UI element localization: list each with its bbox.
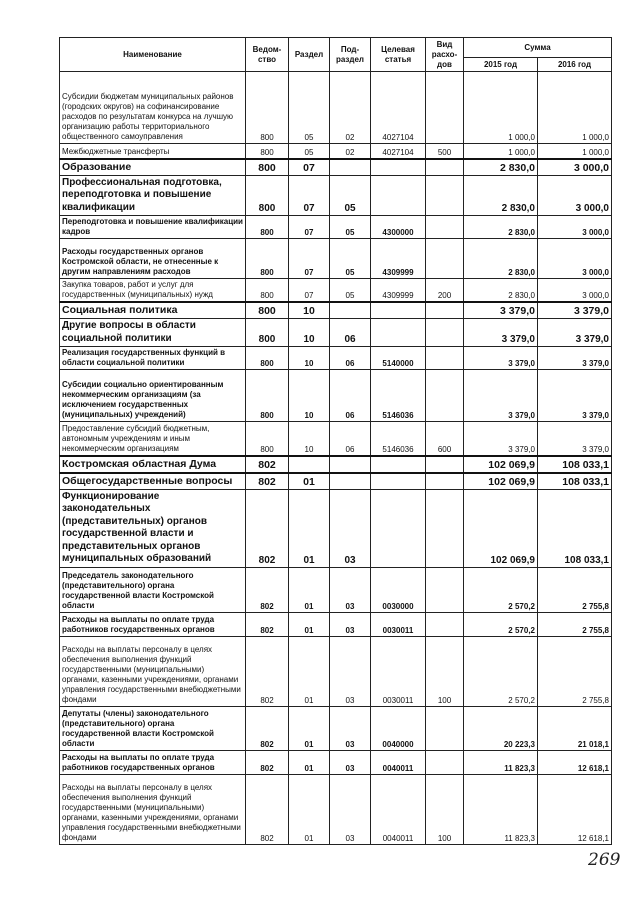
row-sum-2016: 2 755,8 [538, 567, 612, 612]
row-celevaya-statya: 5140000 [371, 347, 426, 370]
row-sum-2015: 20 223,3 [464, 706, 538, 750]
header-year-2015: 2015 год [464, 58, 538, 72]
row-sum-2015: 1 000,0 [464, 72, 538, 144]
row-celevaya-statya: 0030011 [371, 636, 426, 706]
row-sum-2016: 3 379,0 [538, 422, 612, 456]
row-razdel: 10 [289, 319, 330, 347]
row-vedomstvo: 802 [246, 612, 289, 636]
row-podrazdel: 05 [330, 216, 371, 239]
row-vedomstvo: 802 [246, 456, 289, 473]
table-row [60, 636, 612, 706]
row-name: Расходы на выплаты персоналу в целях обеспечения выполнения функций государственными (муниципальными) органами, казенными учреждениями, органами управления государственными внебюджетными фондами [60, 774, 246, 844]
row-vid-rashodov [426, 159, 464, 176]
row-vid-rashodov: 100 [426, 636, 464, 706]
row-vid-rashodov: 200 [426, 279, 464, 303]
table-row [60, 347, 612, 370]
row-podrazdel: 03 [330, 636, 371, 706]
row-vid-rashodov [426, 750, 464, 774]
row-podrazdel: 02 [330, 144, 371, 159]
row-vid-rashodov [426, 489, 464, 567]
row-podrazdel [330, 159, 371, 176]
row-vid-rashodov [426, 612, 464, 636]
row-vedomstvo: 802 [246, 567, 289, 612]
header-razdel: Раздел [289, 38, 330, 72]
table-row [60, 279, 612, 303]
row-name: Предоставление субсидий бюджетным, автономным учреждениям и иным некоммерческим организациям [60, 422, 246, 456]
table-row [60, 175, 612, 216]
row-vedomstvo: 802 [246, 750, 289, 774]
row-name: Образование [60, 159, 246, 176]
row-name: Функционирование законодательных (представительных) органов государственной власти и представительных органов муниципальных образований [60, 489, 246, 567]
row-name: Переподготовка и повышение квалификации кадров [60, 216, 246, 239]
row-razdel: 10 [289, 347, 330, 370]
table-row [60, 456, 612, 473]
row-razdel: 01 [289, 567, 330, 612]
row-sum-2015: 2 570,2 [464, 612, 538, 636]
row-vid-rashodov: 500 [426, 144, 464, 159]
row-razdel: 01 [289, 473, 330, 490]
table-row [60, 706, 612, 750]
table-row [60, 422, 612, 456]
row-name: Субсидии бюджетам муниципальных районов (городских округов) на софинансирование расходов по результатам конкурса на лучшую организацию работы территориального общественного самоуправления [60, 72, 246, 144]
row-vedomstvo: 800 [246, 279, 289, 303]
row-vid-rashodov [426, 319, 464, 347]
table-row [60, 72, 612, 144]
row-vid-rashodov [426, 216, 464, 239]
row-sum-2016: 108 033,1 [538, 473, 612, 490]
row-sum-2015: 2 830,0 [464, 279, 538, 303]
row-vedomstvo: 802 [246, 706, 289, 750]
row-podrazdel: 03 [330, 706, 371, 750]
row-sum-2016: 2 755,8 [538, 612, 612, 636]
row-sum-2016: 108 033,1 [538, 489, 612, 567]
row-sum-2016: 3 379,0 [538, 370, 612, 422]
row-razdel: 07 [289, 216, 330, 239]
row-vid-rashodov: 100 [426, 774, 464, 844]
row-celevaya-statya [371, 302, 426, 319]
row-celevaya-statya [371, 473, 426, 490]
row-celevaya-statya: 0040000 [371, 706, 426, 750]
row-vedomstvo: 800 [246, 216, 289, 239]
table-row [60, 750, 612, 774]
table-row [60, 612, 612, 636]
row-celevaya-statya [371, 489, 426, 567]
row-razdel: 07 [289, 175, 330, 216]
row-sum-2015: 2 830,0 [464, 175, 538, 216]
row-vid-rashodov [426, 456, 464, 473]
row-podrazdel [330, 456, 371, 473]
row-name: Расходы государственных органов Костромской области, не отнесенные к другим направлениям расходов [60, 239, 246, 279]
row-celevaya-statya: 4309999 [371, 239, 426, 279]
row-name: Депутаты (члены) законодательного (представительного) органа государственной власти Костромской области [60, 706, 246, 750]
table-row [60, 473, 612, 490]
row-razdel: 07 [289, 279, 330, 303]
table-row [60, 370, 612, 422]
row-vedomstvo: 800 [246, 302, 289, 319]
row-vedomstvo: 802 [246, 473, 289, 490]
row-sum-2015: 2 830,0 [464, 239, 538, 279]
header-name: Наименование [60, 38, 246, 72]
table-row [60, 774, 612, 844]
row-sum-2015: 2 830,0 [464, 216, 538, 239]
row-celevaya-statya [371, 175, 426, 216]
table-row [60, 159, 612, 176]
header-celevaya-statya: Целевая статья [371, 38, 426, 72]
row-vedomstvo: 800 [246, 319, 289, 347]
row-celevaya-statya: 0030000 [371, 567, 426, 612]
row-podrazdel: 05 [330, 279, 371, 303]
row-podrazdel [330, 473, 371, 490]
row-razdel: 10 [289, 302, 330, 319]
row-razdel: 01 [289, 706, 330, 750]
row-sum-2015: 102 069,9 [464, 489, 538, 567]
row-razdel: 01 [289, 750, 330, 774]
row-celevaya-statya: 4027104 [371, 72, 426, 144]
row-vedomstvo: 800 [246, 239, 289, 279]
table-row [60, 489, 612, 567]
row-vid-rashodov [426, 302, 464, 319]
row-sum-2015: 102 069,9 [464, 456, 538, 473]
row-name: Профессиональная подготовка, переподготовка и повышение квалификации [60, 175, 246, 216]
row-sum-2015: 2 570,2 [464, 636, 538, 706]
row-sum-2015: 3 379,0 [464, 302, 538, 319]
header-summa: Сумма [464, 38, 612, 58]
row-vid-rashodov [426, 706, 464, 750]
row-razdel: 10 [289, 422, 330, 456]
row-vedomstvo: 800 [246, 370, 289, 422]
row-podrazdel: 06 [330, 370, 371, 422]
row-sum-2015: 3 379,0 [464, 319, 538, 347]
row-celevaya-statya: 4309999 [371, 279, 426, 303]
table-row [60, 319, 612, 347]
row-celevaya-statya: 0040011 [371, 774, 426, 844]
row-razdel: 05 [289, 144, 330, 159]
row-sum-2015: 2 570,2 [464, 567, 538, 612]
row-podrazdel: 02 [330, 72, 371, 144]
row-sum-2015: 102 069,9 [464, 473, 538, 490]
row-name: Общегосударственные вопросы [60, 473, 246, 490]
row-celevaya-statya [371, 159, 426, 176]
row-sum-2016: 3 379,0 [538, 347, 612, 370]
row-podrazdel: 03 [330, 774, 371, 844]
row-celevaya-statya: 4300000 [371, 216, 426, 239]
row-sum-2015: 2 830,0 [464, 159, 538, 176]
row-name: Костромская областная Дума [60, 456, 246, 473]
header-podrazdel: Под-раздел [330, 38, 371, 72]
header-vedomstvo: Ведом-ство [246, 38, 289, 72]
row-name: Другие вопросы в области социальной политики [60, 319, 246, 347]
row-vid-rashodov [426, 347, 464, 370]
row-vid-rashodov [426, 72, 464, 144]
row-vedomstvo: 802 [246, 636, 289, 706]
table-row [60, 567, 612, 612]
row-vid-rashodov [426, 473, 464, 490]
row-sum-2016: 2 755,8 [538, 636, 612, 706]
row-sum-2016: 3 000,0 [538, 216, 612, 239]
row-razdel [289, 456, 330, 473]
row-vid-rashodov [426, 370, 464, 422]
row-razdel: 01 [289, 612, 330, 636]
row-razdel: 10 [289, 370, 330, 422]
row-sum-2016: 3 000,0 [538, 175, 612, 216]
row-celevaya-statya: 5146036 [371, 370, 426, 422]
row-podrazdel: 06 [330, 422, 371, 456]
row-podrazdel: 03 [330, 489, 371, 567]
table-row [60, 302, 612, 319]
row-vid-rashodov: 600 [426, 422, 464, 456]
row-podrazdel: 05 [330, 239, 371, 279]
row-celevaya-statya [371, 456, 426, 473]
row-razdel: 01 [289, 774, 330, 844]
row-podrazdel: 03 [330, 567, 371, 612]
row-name: Реализация государственных функций в области социальной политики [60, 347, 246, 370]
header-vid-rashodov: Вид расхо-дов [426, 38, 464, 72]
row-podrazdel: 03 [330, 750, 371, 774]
row-celevaya-statya: 0040011 [371, 750, 426, 774]
row-name: Межбюджетные трансферты [60, 144, 246, 159]
row-vedomstvo: 802 [246, 774, 289, 844]
row-sum-2016: 1 000,0 [538, 72, 612, 144]
row-sum-2015: 3 379,0 [464, 422, 538, 456]
row-sum-2016: 3 379,0 [538, 319, 612, 347]
row-razdel: 07 [289, 239, 330, 279]
table-row [60, 239, 612, 279]
row-name: Субсидии социально ориентированным некоммерческим организациям (за исключением государственных (муниципальных) учреждений) [60, 370, 246, 422]
row-name: Расходы на выплаты по оплате труда работников государственных органов [60, 750, 246, 774]
row-sum-2015: 3 379,0 [464, 370, 538, 422]
row-vedomstvo: 800 [246, 175, 289, 216]
page-number: 269 [588, 850, 621, 870]
row-name: Расходы на выплаты по оплате труда работников государственных органов [60, 612, 246, 636]
row-vedomstvo: 800 [246, 347, 289, 370]
row-vedomstvo: 800 [246, 144, 289, 159]
row-name: Закупка товаров, работ и услуг для государственных (муниципальных) нужд [60, 279, 246, 303]
row-celevaya-statya [371, 319, 426, 347]
row-podrazdel: 05 [330, 175, 371, 216]
row-sum-2015: 3 379,0 [464, 347, 538, 370]
row-razdel: 01 [289, 489, 330, 567]
row-sum-2016: 3 379,0 [538, 302, 612, 319]
row-sum-2015: 11 823,3 [464, 774, 538, 844]
row-sum-2015: 11 823,3 [464, 750, 538, 774]
row-sum-2016: 12 618,1 [538, 750, 612, 774]
row-celevaya-statya: 5146036 [371, 422, 426, 456]
row-sum-2016: 12 618,1 [538, 774, 612, 844]
row-podrazdel: 06 [330, 319, 371, 347]
row-name: Расходы на выплаты персоналу в целях обеспечения выполнения функций государственными (муниципальными) органами, казенными учреждениями, органами управления государственными внебюджетными фондами [60, 636, 246, 706]
row-podrazdel: 06 [330, 347, 371, 370]
row-vid-rashodov [426, 239, 464, 279]
row-vedomstvo: 800 [246, 422, 289, 456]
row-sum-2016: 3 000,0 [538, 239, 612, 279]
row-sum-2015: 1 000,0 [464, 144, 538, 159]
row-celevaya-statya: 4027104 [371, 144, 426, 159]
row-vid-rashodov [426, 175, 464, 216]
row-razdel: 01 [289, 636, 330, 706]
row-podrazdel [330, 302, 371, 319]
table-row [60, 216, 612, 239]
row-sum-2016: 21 018,1 [538, 706, 612, 750]
budget-table [59, 37, 612, 845]
header-year-2016: 2016 год [538, 58, 612, 72]
row-vedomstvo: 800 [246, 72, 289, 144]
row-sum-2016: 3 000,0 [538, 279, 612, 303]
row-name: Социальная политика [60, 302, 246, 319]
row-celevaya-statya: 0030011 [371, 612, 426, 636]
row-sum-2016: 108 033,1 [538, 456, 612, 473]
row-name: Председатель законодательного (представительного) органа государственной власти Костромской области [60, 567, 246, 612]
row-sum-2016: 1 000,0 [538, 144, 612, 159]
row-vedomstvo: 800 [246, 159, 289, 176]
row-sum-2016: 3 000,0 [538, 159, 612, 176]
row-podrazdel: 03 [330, 612, 371, 636]
row-vid-rashodov [426, 567, 464, 612]
row-vedomstvo: 802 [246, 489, 289, 567]
row-razdel: 07 [289, 159, 330, 176]
row-razdel: 05 [289, 72, 330, 144]
table-row [60, 144, 612, 159]
